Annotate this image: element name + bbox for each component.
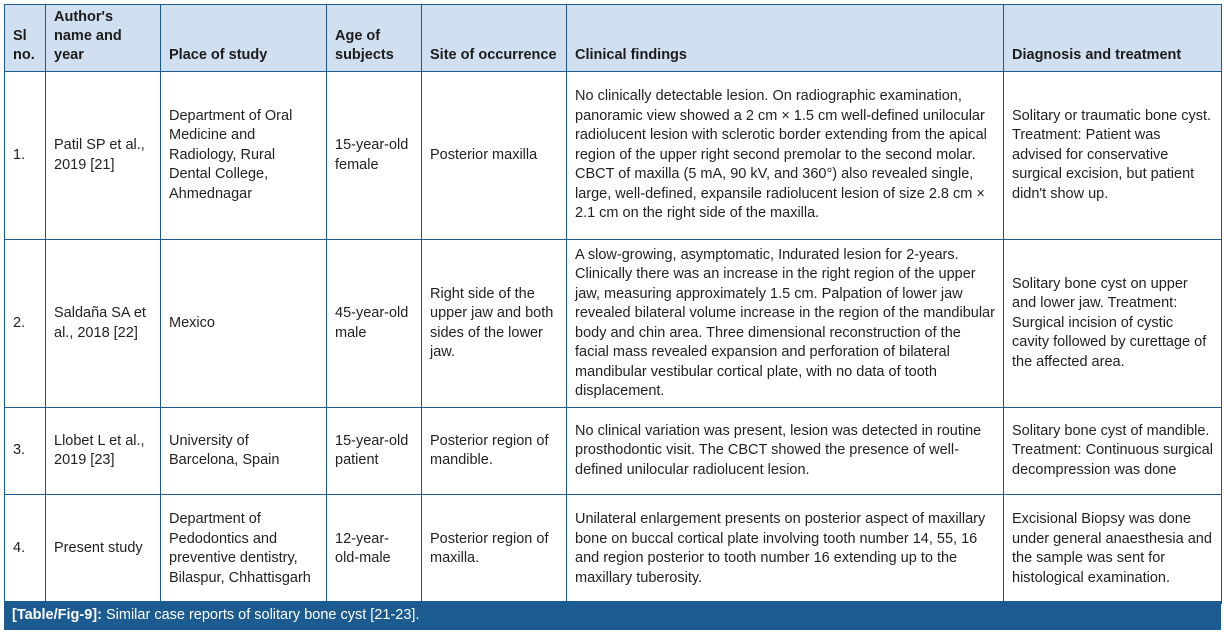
cell-diagnosis: Solitary or traumatic bone cyst. Treatment: Patient was advised for conservative surgical excision, but patient didn't show up. bbox=[1004, 72, 1222, 240]
cell-sl: 2. bbox=[5, 240, 46, 408]
table-row bbox=[5, 72, 1222, 240]
table-row bbox=[5, 495, 1222, 604]
cell-sl: 3. bbox=[5, 408, 46, 495]
cell-diagnosis: Excisional Biopsy was done under general anaesthesia and the sample was sent for histological examination. bbox=[1004, 495, 1222, 604]
cell-place: Department of Oral Medicine and Radiology, Rural Dental College, Ahmednagar bbox=[161, 72, 327, 240]
cell-findings: A slow-growing, asymptomatic, Indurated lesion for 2-years. Clinically there was an increase in the right region of the upper jaw, measuring approximately 1.5 cm. Palpation of lower jaw revealed bilateral volume increase in the region of the mandibular body and chin area. Three dimensional reconstruction of the facial mass revealed expansion and perforation of bilateral mandibular vestibular cortical plate, with no data of tooth displacement. bbox=[567, 240, 1004, 408]
table-row bbox=[5, 408, 1222, 495]
header-site: Site of occurrence bbox=[422, 5, 567, 72]
cell-author: Patil SP et al., 2019 [21] bbox=[46, 72, 161, 240]
header-diagnosis: Diagnosis and treatment bbox=[1004, 5, 1222, 72]
cell-age: 15-year-old female bbox=[327, 72, 422, 240]
table-row bbox=[5, 240, 1222, 408]
header-author: Author's name and year bbox=[46, 5, 161, 72]
header-row bbox=[5, 5, 1222, 72]
cell-age: 15-year-old patient bbox=[327, 408, 422, 495]
cell-site: Posterior region of mandible. bbox=[422, 408, 567, 495]
cell-diagnosis: Solitary bone cyst on upper and lower jaw. Treatment: Surgical incision of cystic cavity followed by curettage of the affected area. bbox=[1004, 240, 1222, 408]
cell-age: 12-year-old-male bbox=[327, 495, 422, 604]
caption-label: [Table/Fig-9]: bbox=[12, 607, 102, 623]
table-caption bbox=[4, 601, 1221, 630]
cell-site: Right side of the upper jaw and both sides of the lower jaw. bbox=[422, 240, 567, 408]
cell-author: Present study bbox=[46, 495, 161, 604]
cell-diagnosis: Solitary bone cyst of mandible. Treatment: Continuous surgical decompression was done bbox=[1004, 408, 1222, 495]
cell-site: Posterior region of maxilla. bbox=[422, 495, 567, 604]
cell-place: Mexico bbox=[161, 240, 327, 408]
cell-findings: Unilateral enlargement presents on posterior aspect of maxillary bone on buccal cortical plate involving tooth number 14, 55, 16 and region posterior to tooth number 16 extending up to the maxillary tuberosity. bbox=[567, 495, 1004, 604]
cell-site: Posterior maxilla bbox=[422, 72, 567, 240]
cell-place: Department of Pedodontics and preventive dentistry, Bilaspur, Chhattisgarh bbox=[161, 495, 327, 604]
cell-sl: 1. bbox=[5, 72, 46, 240]
caption-text: Similar case reports of solitary bone cyst [21-23]. bbox=[105, 607, 420, 623]
case-reports-table bbox=[4, 4, 1222, 604]
cell-age: 45-year-old male bbox=[327, 240, 422, 408]
cell-author: Llobet L et al., 2019 [23] bbox=[46, 408, 161, 495]
cell-findings: No clinically detectable lesion. On radiographic examination, panoramic view showed a 2 cm × 1.5 cm well-defined unilocular radiolucent lesion with sclerotic border extending from the apical region of the upper right second premolar to the second molar. CBCT of maxilla (5 mA, 90 kV, and 360°) also revealed single, large, well-defined, expansile radiolucent lesion of size 2.8 cm × 2.1 cm on the right side of the maxilla. bbox=[567, 72, 1004, 240]
header-age: Age of subjects bbox=[327, 5, 422, 72]
cell-author: Saldaña SA et al., 2018 [22] bbox=[46, 240, 161, 408]
header-findings: Clinical findings bbox=[567, 5, 1004, 72]
header-place: Place of study bbox=[161, 5, 327, 72]
cell-sl: 4. bbox=[5, 495, 46, 604]
cell-place: University of Barcelona, Spain bbox=[161, 408, 327, 495]
header-sl: Sl no. bbox=[5, 5, 46, 72]
cell-findings: No clinical variation was present, lesion was detected in routine prosthodontic visit. The CBCT showed the presence of well-defined unilocular radiolucent lesion. bbox=[567, 408, 1004, 495]
